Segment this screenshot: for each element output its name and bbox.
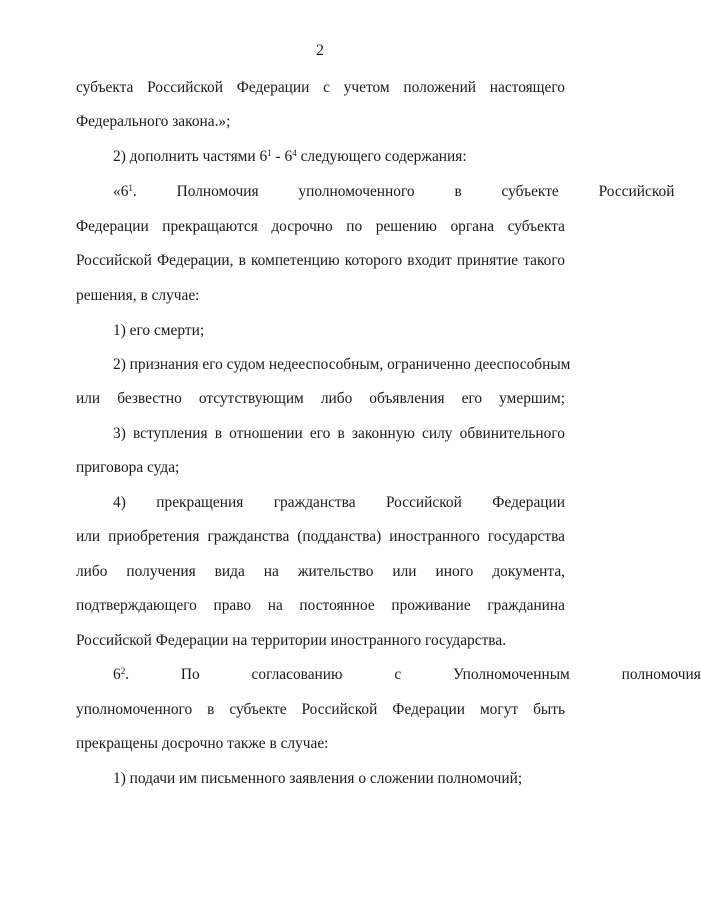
superscript: 2: [120, 666, 126, 676]
text-line: [113, 147, 565, 167]
text-fragment: следующего содержания:: [296, 148, 467, 165]
page-number: 2: [316, 42, 324, 59]
text-line: или безвестно отсутствующим либо объявления его умершим;: [76, 390, 565, 407]
superscript: 4: [292, 148, 297, 158]
text-line: либо получения вида на жительство или иного документа,: [76, 563, 565, 580]
text-line: Федерации прекращаются досрочно по решению органа субъекта: [76, 218, 565, 235]
text-line: 3) вступления в отношении его в законную силу обвинительного: [113, 425, 565, 442]
text-line: [113, 182, 675, 202]
text-line: 1) подачи им письменного заявления о сложении полномочий;: [113, 770, 523, 787]
text-fragment: . Полномочия уполномоченного в субъекте Российской: [132, 183, 675, 200]
text-line: 1) его смерти;: [113, 322, 205, 339]
text-line: или приобретения гражданства (подданства) иностранного государства: [76, 528, 565, 545]
text-line: 2) признания его судом недееспособным, ограниченно дееспособным: [113, 356, 571, 373]
text-line: подтверждающего право на постоянное проживание гражданина: [76, 597, 565, 614]
text-line: уполномоченного в субъекте Российской Федерации могут быть: [76, 701, 565, 718]
text-line: Российской Федерации на территории иностранного государства.: [76, 632, 507, 649]
text-fragment: - 6: [271, 148, 293, 165]
text-line: 4) прекращения гражданства Российской Федерации: [113, 494, 565, 511]
text-fragment: 6: [113, 666, 121, 683]
text-line: прекращены досрочно также в случае:: [76, 735, 329, 752]
text-line: Федерального закона.»;: [76, 113, 231, 130]
superscript: 1: [267, 148, 272, 158]
text-line: решения, в случае:: [76, 287, 200, 304]
text-fragment: 2) дополнить частями 6: [113, 148, 268, 165]
text-fragment: . По согласованию с Уполномоченным полномочия: [125, 666, 701, 683]
text-line: приговора суда;: [76, 459, 180, 476]
text-fragment: «6: [113, 183, 129, 200]
superscript: 1: [128, 183, 133, 193]
text-line: субъекта Российской Федерации с учетом положений настоящего: [76, 79, 565, 96]
text-line: Российской Федерации, в компетенцию которого входит принятие такого: [76, 252, 565, 269]
text-line: [113, 665, 701, 685]
